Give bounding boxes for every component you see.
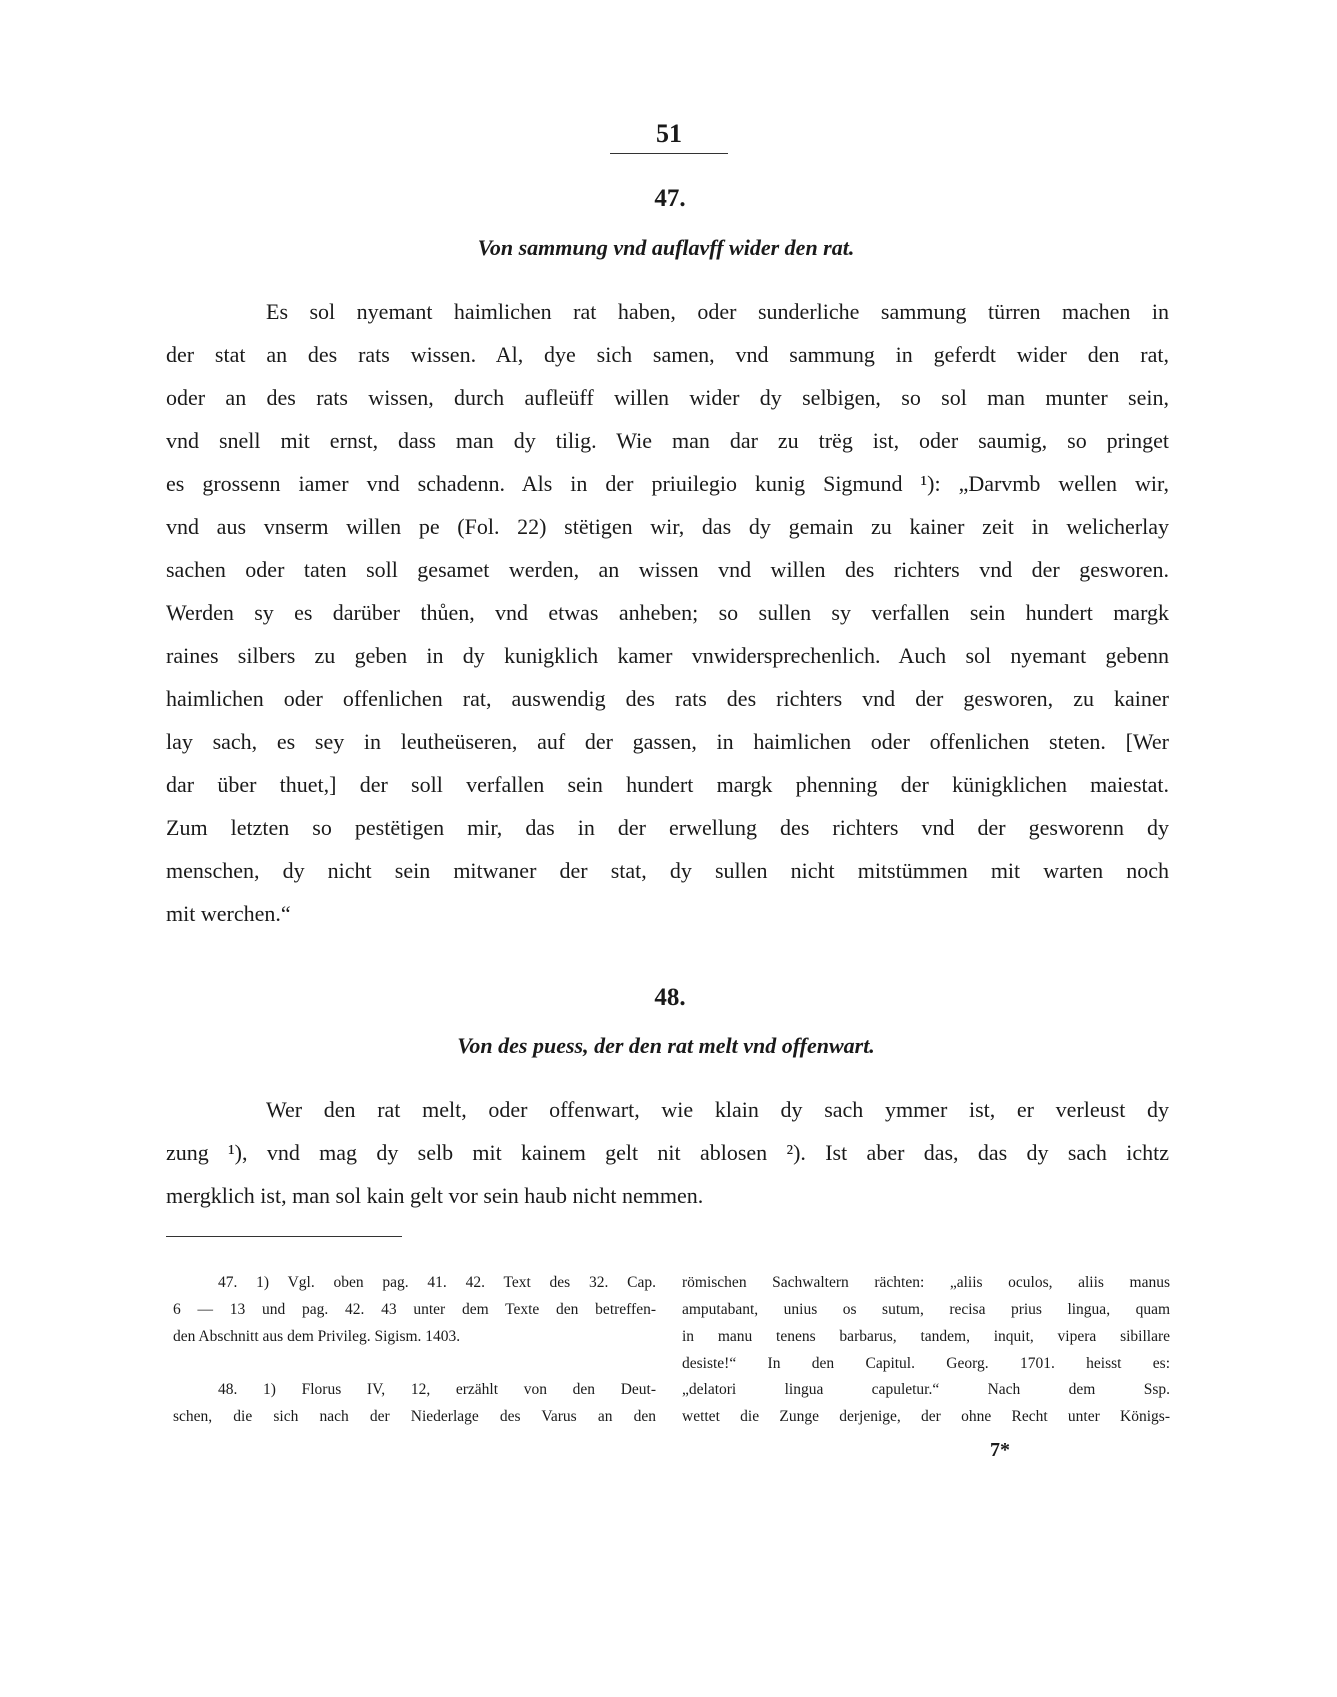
text-line: lay sach, es sey in leutheüseren, auf der gassen, in haimlichen oder offenlichen steten. [Wer (166, 729, 1169, 754)
text-line: mergklich ist, man sol kain gelt vor sein haub nicht nemmen. (166, 1183, 704, 1208)
text-line: dar über thuet,] der soll verfallen sein hundert margk phenning der künigklichen maiestat. (166, 772, 1169, 797)
text-line: zung ¹), vnd mag dy selb mit kainem gelt nit ablosen ²). Ist aber das, das dy sach ichtz (166, 1140, 1169, 1165)
footnote-line: schen, die sich nach der Niederlage des Varus an den (173, 1408, 656, 1425)
footnote-line: „delatori lingua capuletur.“ Nach dem Ssp. (682, 1381, 1170, 1398)
footnote-line: 6 — 13 und pag. 42. 43 unter dem Texte den betreffen- (173, 1301, 656, 1318)
footnote-line: den Abschnitt aus dem Privileg. Sigism. 1403. (173, 1328, 461, 1345)
section-48-number: 48. (654, 984, 686, 1011)
footnote-rule (166, 1236, 402, 1237)
text-line: Wer den rat melt, oder offenwart, wie klain dy sach ymmer ist, er verleust dy (266, 1097, 1169, 1122)
text-line: vnd aus vnserm willen pe (Fol. 22) stëtigen wir, das dy gemain zu kainer zeit in welicherlay (166, 514, 1169, 539)
page-number-rule (610, 153, 728, 154)
signature-mark: 7* (990, 1439, 1010, 1461)
footnote-line: römischen Sachwaltern rächten: „aliis oculos, aliis manus (682, 1274, 1170, 1291)
text-line: vnd snell mit ernst, dass man dy tilig. Wie man dar zu trëg ist, oder saumig, so pringet (166, 428, 1169, 453)
text-line: haimlichen oder offenlichen rat, auswendig des rats des richters vnd der gesworen, zu kainer (166, 686, 1169, 711)
footnote-line: 48. 1) Florus IV, 12, erzählt von den Deut- (218, 1381, 656, 1398)
page-number: 51 (656, 119, 682, 148)
footnote-line: amputabant, unius os sutum, recisa prius lingua, quam (682, 1301, 1170, 1318)
text-line: Werden sy es darüber thůen, vnd etwas anheben; so sullen sy verfallen sein hundert margk (166, 600, 1169, 625)
footnote-line: in manu tenens barbarus, tandem, inquit, vipera sibillare (682, 1328, 1170, 1345)
section-48-title: Von des puess, der den rat melt vnd offenwart. (457, 1033, 875, 1058)
text-line: Zum letzten so pestëtigen mir, das in der erwellung des richters vnd der gesworenn dy (166, 815, 1169, 840)
footnote-line: 47. 1) Vgl. oben pag. 41. 42. Text des 32. Cap. (218, 1274, 656, 1291)
text-line: der stat an des rats wissen. Al, dye sich samen, vnd sammung in geferdt wider den rat, (166, 342, 1169, 367)
text-line: es grossenn iamer vnd schadenn. Als in der priuilegio kunig Sigmund ¹): „Darvmb wellen wir, (166, 471, 1169, 496)
section-47-number: 47. (654, 185, 686, 212)
text-line: raines silbers zu geben in dy kunigklich kamer vnwidersprechenlich. Auch sol nyemant gebenn (166, 643, 1169, 668)
footnote-line: desiste!“ In den Capitul. Georg. 1701. heisst es: (682, 1355, 1170, 1372)
section-47-title: Von sammung vnd auflavff wider den rat. (477, 235, 855, 260)
text-line: oder an des rats wissen, durch aufleüff willen wider dy selbigen, so sol man munter sein, (166, 385, 1169, 410)
text-line: sachen oder taten soll gesamet werden, an wissen vnd willen des richters vnd der gesworen. (166, 557, 1169, 582)
text-line: Es sol nyemant haimlichen rat haben, oder sunderliche sammung türren machen in (266, 299, 1169, 324)
footnote-line: wettet die Zunge derjenige, der ohne Recht unter Königs- (682, 1408, 1170, 1425)
text-line: menschen, dy nicht sein mitwaner der stat, dy sullen nicht mitstümmen mit warten noch (166, 858, 1169, 883)
text-line: mit werchen.“ (166, 901, 291, 926)
